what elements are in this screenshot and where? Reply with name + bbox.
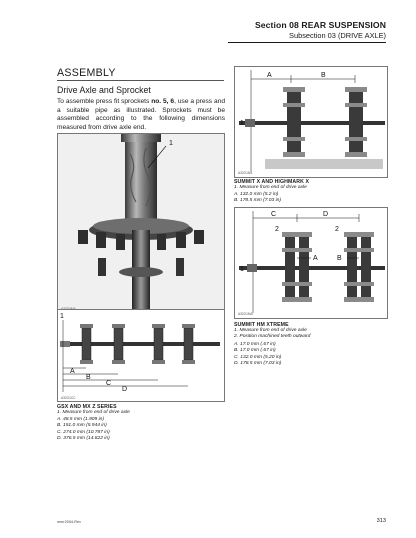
gsx-figure-code: A32G1CC [61,396,76,400]
hm-callout-d: D [323,211,329,218]
assembly-title: ASSEMBLY [57,67,116,79]
hm-callout-a: A [313,255,318,262]
hm-figure-code: A32G1MA [238,312,253,316]
header-rule [228,42,386,43]
hm-legend-1: 1. Measure from end of drive axle [234,328,307,333]
summit-caption-legend: 1. Measure from end of drive axle [234,185,307,190]
gsx-dim-a: A. 48.5 mm (1.909 in) [57,417,105,422]
summit-dimension-list [234,192,281,205]
pipe-callout: 1 [169,140,173,147]
subsection-heading: Subsection 03 (DRIVE AXLE) [289,31,386,40]
press-photo [57,133,225,315]
gsx-callout-c: C [106,380,112,387]
summit-callout-b: B [321,72,326,79]
gsx-caption-title: GSX AND MX Z SERIES [57,404,117,410]
gsx-dim-b: B. 151.0 mm (5.944 in) [57,423,107,429]
gsx-diagram-drawing [58,310,224,401]
title-rule [57,80,224,81]
summit-callout-1: 1 [240,120,244,127]
summit-dim-b: B. 178.5 mm (7.03 in) [234,198,282,204]
hm-dim-a: A. 17.0 mm (.67 in) [234,342,276,347]
assembly-subtitle: Drive Axle and Sprocket [57,85,151,95]
hm-dim-b: B. 17.0 mm (.67 in) [234,348,276,354]
summit-callout-a: A [267,72,272,79]
hm-callout-1: 1 [240,266,244,273]
instructions-lead: To assemble press fit sprockets [57,98,152,105]
summit-x-drawing [235,67,387,177]
instructions-rest: , use a press and a suitable pipe as illustrated. Sprockets must be assembled according to the following dimensions measured from drive axle end. [57,98,226,131]
hm-caption-legend [234,328,310,341]
gsx-dim-c: C. 274.0 mm (10.787 in) [57,429,110,435]
summit-caption-title: SUMMIT X AND HIGHMARK X [234,179,310,185]
hm-dimension-list [234,342,281,368]
summit-hm-xtreme-diagram [234,207,388,319]
gsx-callout-1: 1 [60,313,64,320]
hm-callout-b: B [337,255,342,262]
instructions-part-numbers: no. 5, 6 [151,98,175,105]
gsx-callout-a: A [70,368,75,375]
summit-dim-a: A. 132.0 mm (5.2 in) [234,192,279,197]
hm-dim-d: D. 178.5 mm (7.03 in) [234,361,282,367]
gsx-dimension-list [57,417,110,443]
hm-dim-c: C. 132.0 mm (5.20 in) [234,354,282,360]
hm-callout-c: C [271,211,277,218]
summit-x-diagram [234,66,388,178]
hm-callout-2-left: 2 [275,226,279,233]
hm-callout-2-right: 2 [335,226,339,233]
gsx-caption-legend: 1. Measure from end of drive axle [57,410,130,415]
gsx-callout-d: D [122,386,128,393]
gsx-dim-d: D. 376.5 mm (14.822 in) [57,436,110,442]
section-heading: Section 08 REAR SUSPENSION [254,20,386,30]
page-number: 313 [376,518,386,524]
gsx-mxz-diagram [57,309,225,402]
gsx-callout-b: B [86,374,91,381]
hm-legend-2: 2. Position machined teeth outward [234,334,311,340]
hm-xtreme-drawing [235,208,387,318]
summit-figure-code: A32G1NA [238,171,253,175]
press-photo-drawing [58,134,224,314]
footer-manual-code: mmr2004-Rev [57,520,82,524]
assembly-instructions [57,98,225,132]
hm-caption-title: SUMMIT HM XTREME [234,322,289,328]
